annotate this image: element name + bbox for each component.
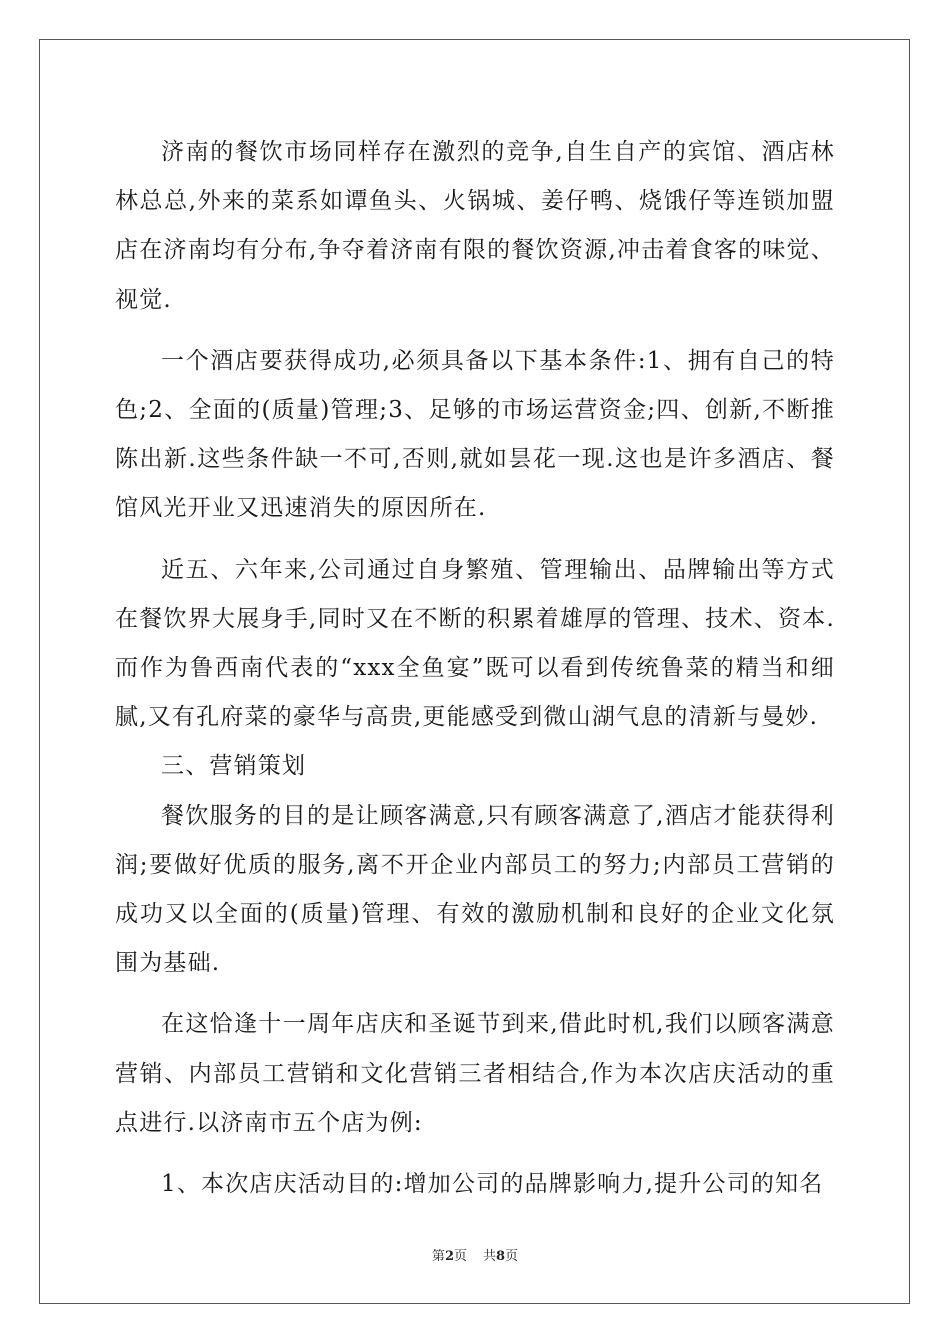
- section-heading: 三、营销策划: [161, 753, 307, 780]
- page-suffix: 页: [453, 1249, 467, 1264]
- total-pages: 8: [496, 1249, 506, 1264]
- paragraph-4: 餐饮服务的目的是让顾客满意,只有顾客满意了,酒店才能获得利润;要做好优质的服务,离不开企业内部员工的努力;内部员工营销的成功又以全面的(质量)管理、有效的激励机制和良好的企业文化氛围为基础.: [115, 802, 835, 977]
- page-number: 2: [444, 1249, 454, 1264]
- paragraph-6: 1、本次店庆活动目的:增加公司的品牌影响力,提升公司的知名: [161, 1171, 824, 1198]
- paragraph-2: 一个酒店要获得成功,必须具备以下基本条件:1、拥有自己的特色;2、全面的(质量)管理;3、足够的市场运营资金;四、创新,不断推陈出新.这些条件缺一不可,否则,就如昙花一现.这也是许多酒店、餐馆风光开业又迅速消失的原因所在.: [115, 347, 835, 522]
- paragraph-5: 在这恰逢十一周年店庆和圣诞节到来,借此时机,我们以顾客满意营销、内部员工营销和文化营销三者相结合,作为本次店庆活动的重点进行.以济南市五个店为例:: [115, 1011, 835, 1136]
- total-prefix: 共: [483, 1249, 497, 1264]
- page-footer: [0, 1245, 950, 1264]
- paragraph-1: 济南的餐饮市场同样存在激烈的竞争,自生自产的宾馆、酒店林林总总,外来的菜系如谭鱼头、火锅城、姜仔鸭、烧饿仔等连锁加盟店在济南均有分布,争夺着济南有限的餐饮资源,冲击着食客的味觉、视觉.: [115, 139, 835, 313]
- page-prefix: 第: [431, 1249, 445, 1264]
- paragraph-3: 近五、六年来,公司通过自身繁殖、管理输出、品牌输出等方式在餐饮界大展身手,同时又在不断的积累着雄厚的管理、技术、资本.而作为鲁西南代表的“xxx全鱼宴”既可以看到传统鲁菜的精当和细腻,又有孔府菜的豪华与高贵,更能感受到微山湖气息的清新与曼妙.: [115, 556, 835, 731]
- document-body: [115, 128, 835, 1209]
- total-suffix: 页: [505, 1249, 519, 1264]
